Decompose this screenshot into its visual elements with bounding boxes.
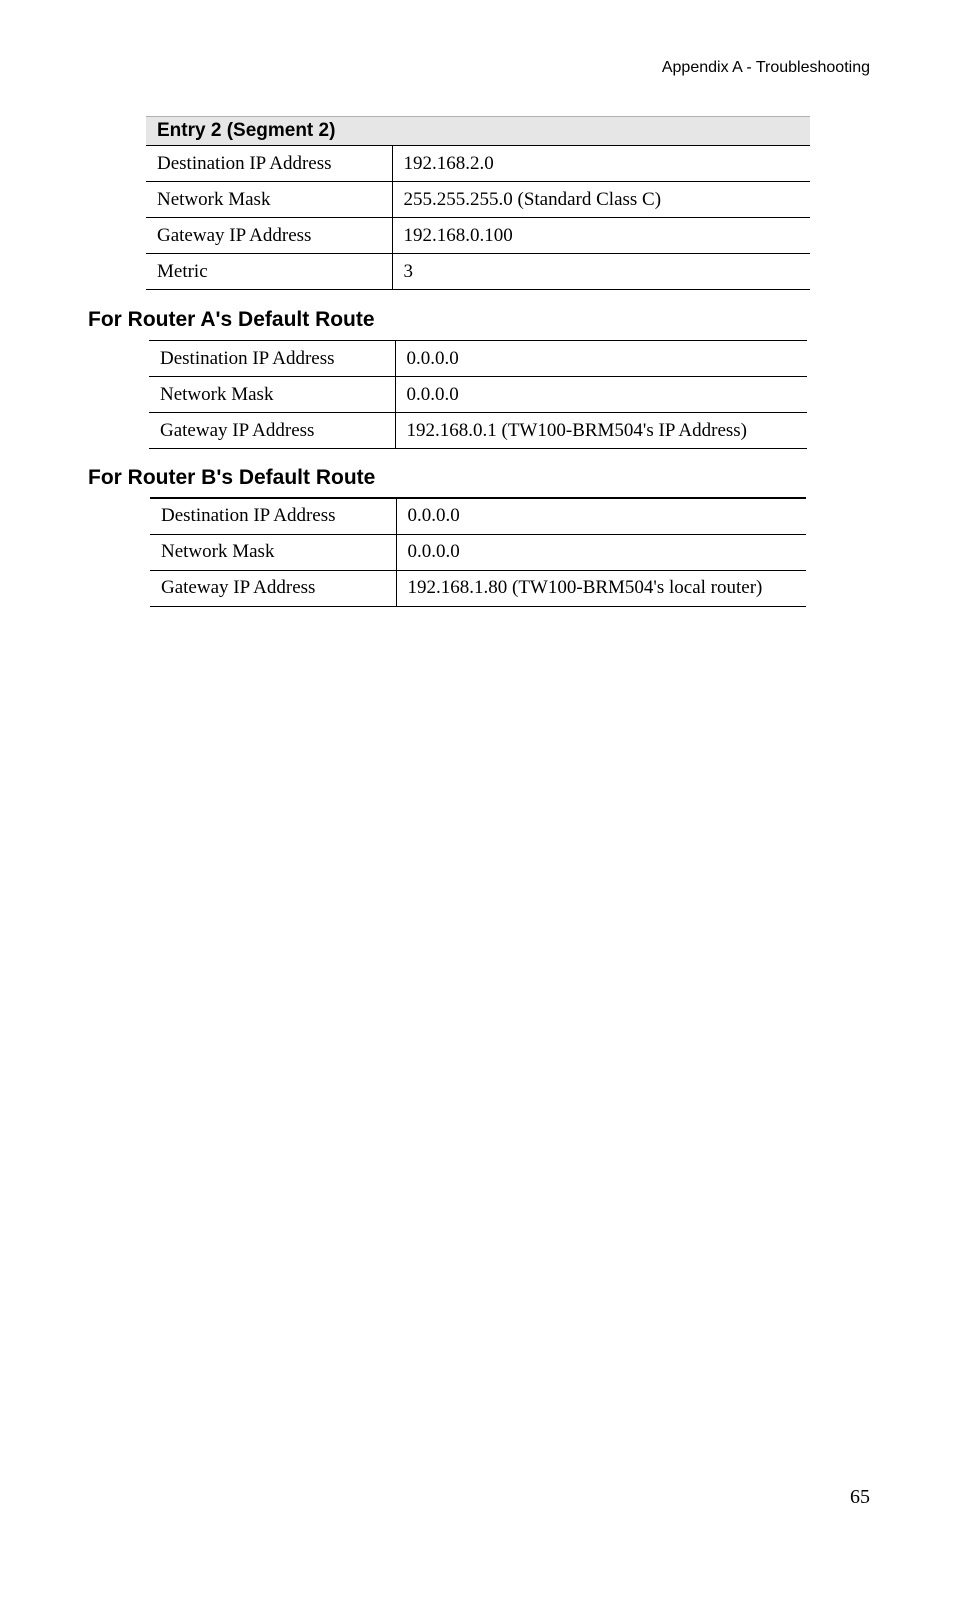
row-value: 192.168.0.1 (TW100-BRM504's IP Address) — [395, 413, 807, 449]
row-label: Network Mask — [146, 182, 392, 218]
page-number: 65 — [850, 1486, 870, 1508]
table-row — [149, 413, 807, 449]
router-b-route-table — [150, 497, 806, 607]
row-label: Destination IP Address — [146, 146, 392, 182]
table-row — [149, 377, 807, 413]
row-label: Destination IP Address — [150, 498, 396, 534]
table-row — [146, 182, 810, 218]
table-row — [146, 218, 810, 254]
row-label: Network Mask — [149, 377, 395, 413]
table-title: Entry 2 (Segment 2) — [146, 117, 810, 146]
router-a-route-table — [149, 340, 807, 449]
entry2-route-table — [146, 116, 810, 290]
row-label: Network Mask — [150, 534, 396, 570]
row-value: 192.168.2.0 — [392, 146, 810, 182]
router-a-heading: For Router A's Default Route — [88, 308, 375, 331]
row-value: 0.0.0.0 — [396, 534, 806, 570]
row-label: Gateway IP Address — [150, 570, 396, 606]
table-row — [146, 254, 810, 290]
row-label: Metric — [146, 254, 392, 290]
row-value: 3 — [392, 254, 810, 290]
row-label: Destination IP Address — [149, 341, 395, 377]
table-row — [150, 534, 806, 570]
row-label: Gateway IP Address — [146, 218, 392, 254]
row-value: 192.168.0.100 — [392, 218, 810, 254]
row-value: 0.0.0.0 — [395, 377, 807, 413]
row-label: Gateway IP Address — [149, 413, 395, 449]
row-value: 0.0.0.0 — [395, 341, 807, 377]
table-row — [150, 498, 806, 534]
table-row — [149, 341, 807, 377]
row-value: 255.255.255.0 (Standard Class C) — [392, 182, 810, 218]
row-value: 0.0.0.0 — [396, 498, 806, 534]
running-header: Appendix A - Troubleshooting — [661, 59, 870, 76]
row-value: 192.168.1.80 (TW100-BRM504's local router) — [396, 570, 806, 606]
router-b-heading: For Router B's Default Route — [88, 466, 376, 489]
table-row — [146, 146, 810, 182]
table-row — [150, 570, 806, 606]
